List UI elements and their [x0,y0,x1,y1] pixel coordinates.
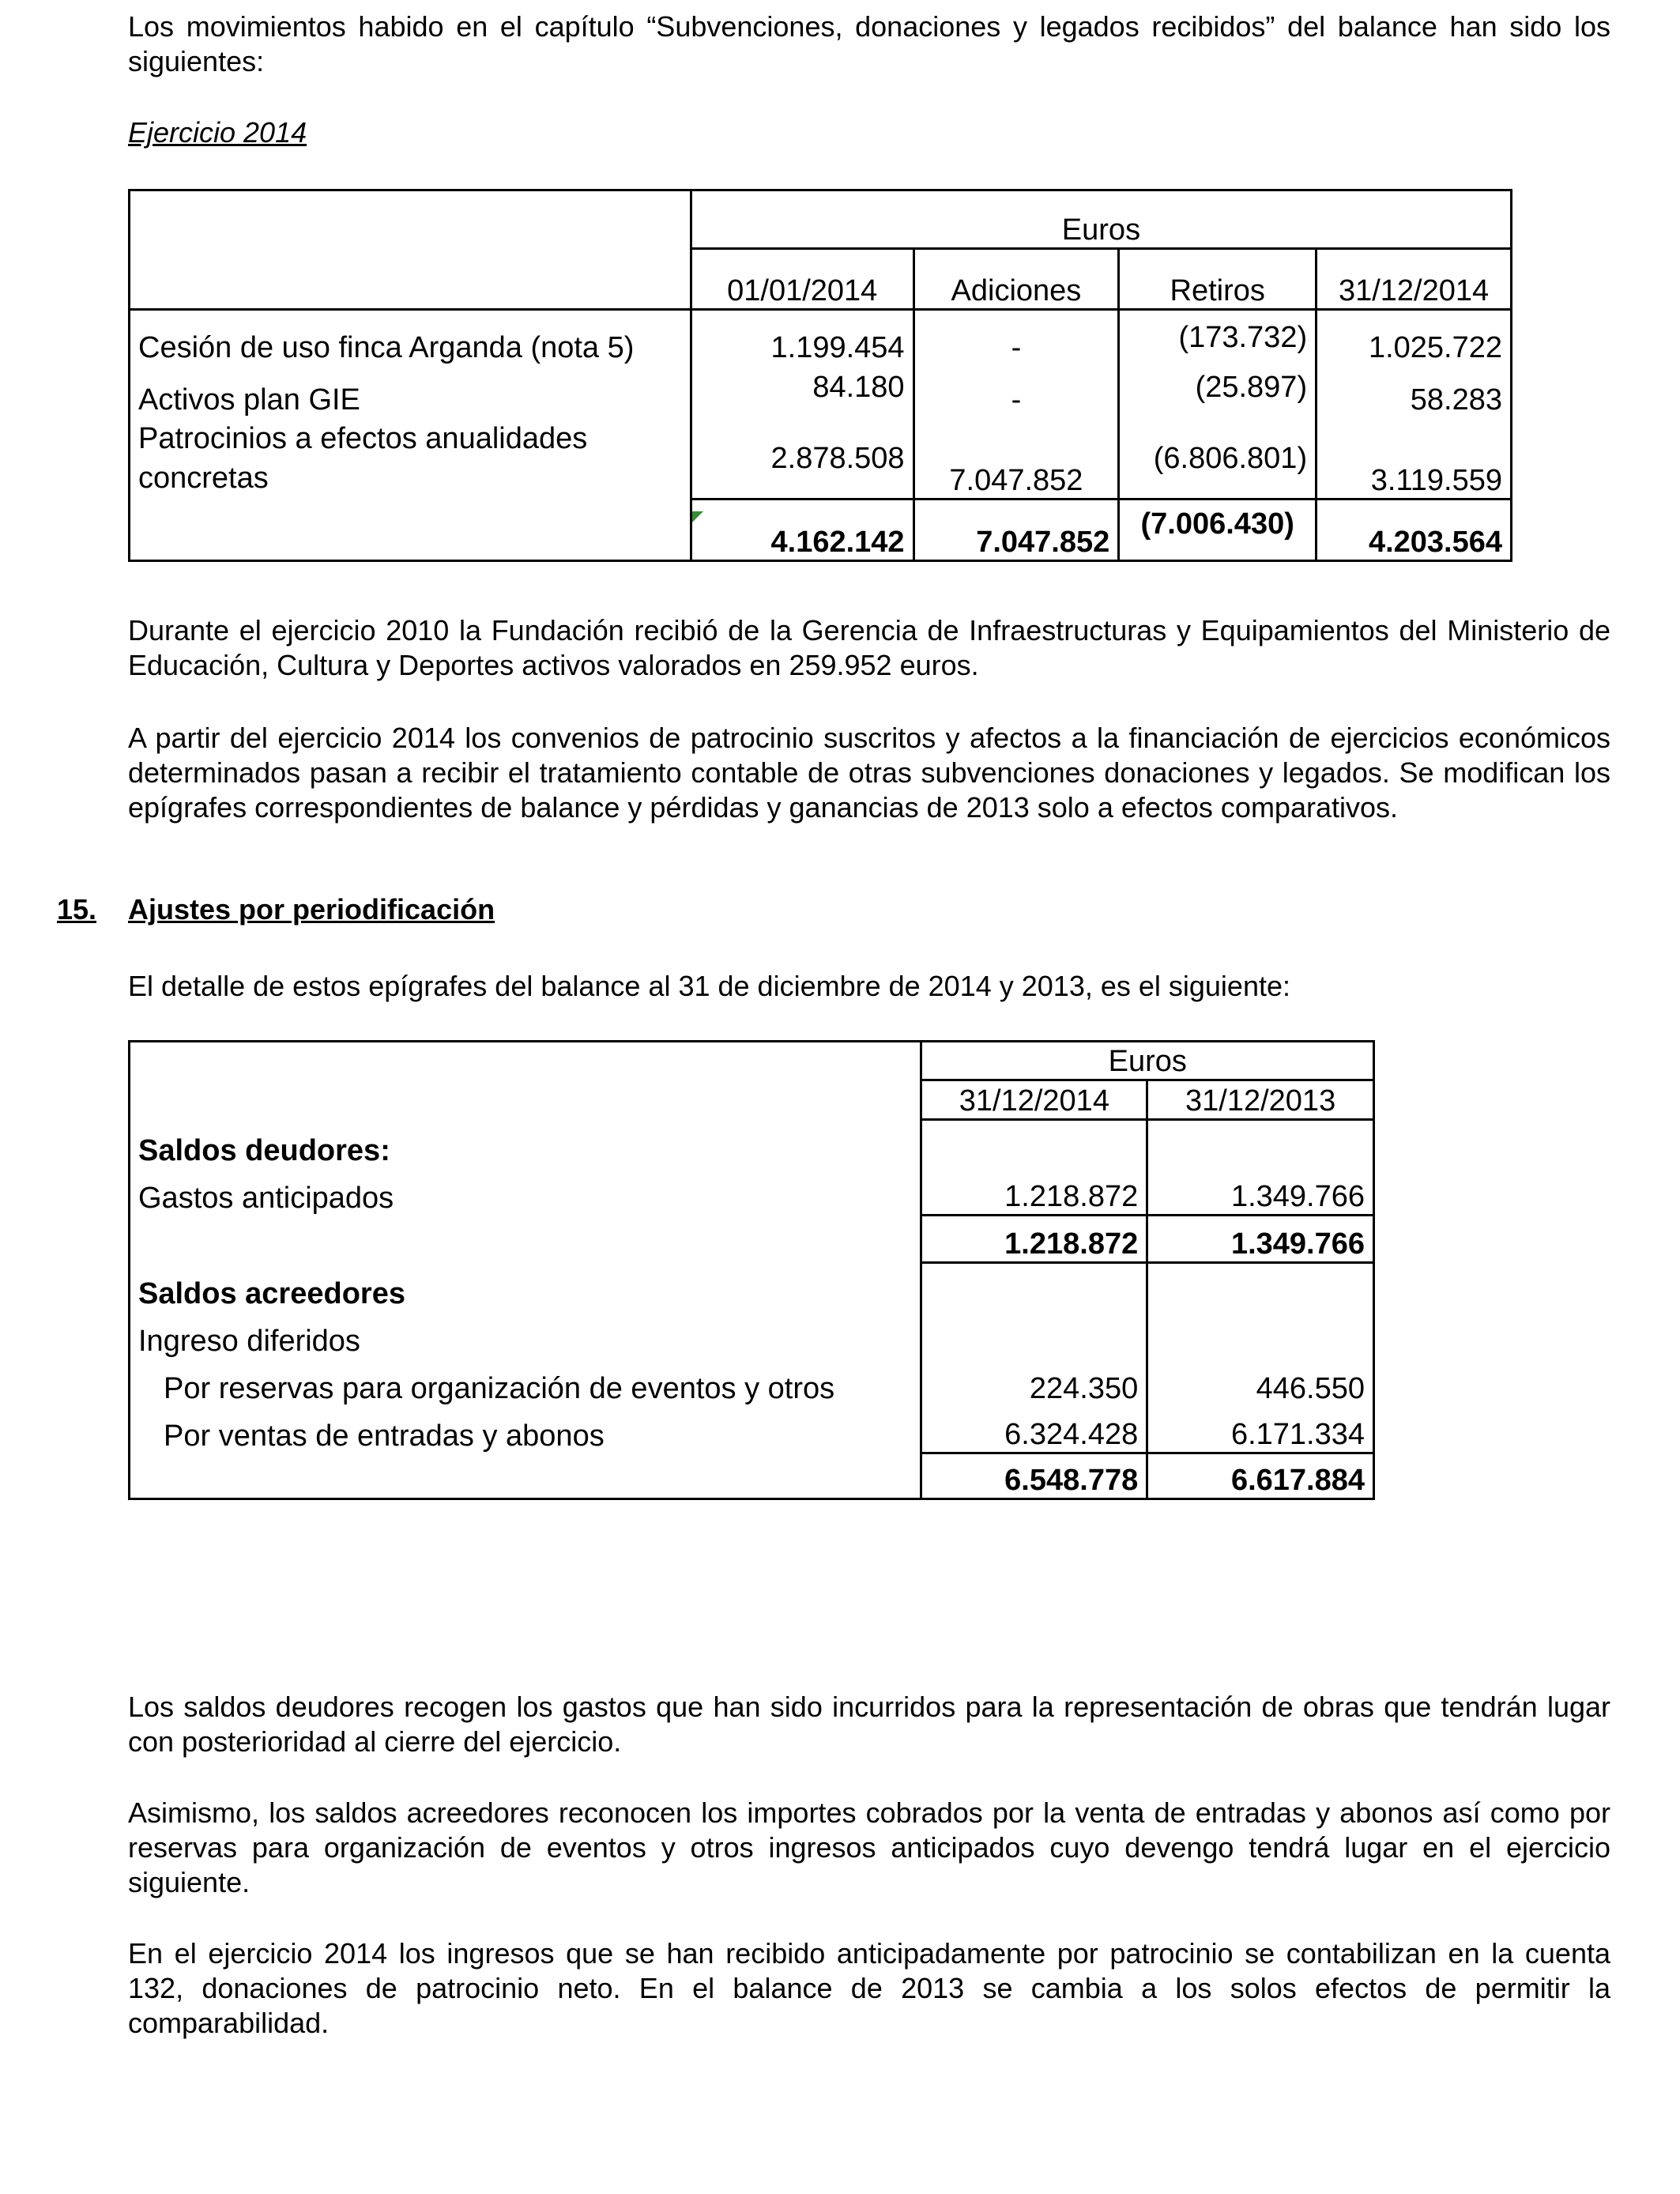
paragraph-deudores: Los saldos deudores recogen los gastos que han sido incurridos para la representación de obras que tendrán lugar con posterioridad al cierre del ejercicio. [128,1691,1610,1758]
total-value: 1.349.766 [1147,1216,1374,1263]
total-value: 4.162.142 [691,499,913,561]
cell-value: 1.025.722 [1317,310,1512,365]
cell-marker [692,511,703,522]
cell-value: (173.732) [1119,310,1317,365]
cell-value: 84.180 [691,365,913,417]
total-value: 1.218.872 [921,1216,1147,1263]
table-row [130,1359,1374,1406]
row-label: Cesión de uso finca Arganda (nota 5) [130,310,691,365]
cell-value: - [913,310,1119,365]
cell-value: 224.350 [921,1359,1147,1406]
row-label: Por ventas de entradas y abonos [130,1406,921,1453]
row-label: Gastos anticipados [130,1168,921,1216]
col-header: 31/12/2013 [1147,1080,1374,1120]
total-value: 7.047.852 [913,499,1119,561]
cell-value: 1.218.872 [921,1168,1147,1216]
table-row [130,1168,1374,1216]
cell-value: - [913,365,1119,417]
total-value: 6.548.778 [921,1453,1147,1499]
col-header: 01/01/2014 [691,249,913,310]
row-label: Por reservas para organización de eventos y otros [130,1359,921,1406]
table-row [130,310,1512,365]
col-header: Retiros [1119,249,1317,310]
saldos-deudores-title: Saldos deudores: [130,1120,921,1168]
row-label: Patrocinios a efectos anualidades concretas [130,417,691,499]
section-number: 15. [57,893,97,925]
cell-value: 1.199.454 [691,310,913,365]
col-header: 31/12/2014 [921,1080,1147,1120]
table-row [130,365,1512,417]
table-row [130,417,1512,499]
cell-value: 58.283 [1317,365,1512,417]
col-header: 31/12/2014 [1317,249,1512,310]
cell-value: 7.047.852 [913,417,1119,499]
total-row [130,1216,1374,1263]
total-value: 6.617.884 [1147,1453,1374,1499]
periodificacion-table [128,1040,1375,1500]
cell-value: 6.324.428 [921,1406,1147,1453]
euros-header: Euros [921,1042,1374,1080]
total-value: (7.006.430) [1119,499,1317,561]
cell-value: 1.349.766 [1147,1168,1374,1216]
subvenciones-table [128,189,1512,562]
paragraph-patrocinio: En el ejercicio 2014 los ingresos que se han recibido anticipadamente por patrocinio se contabilizan en la cuenta 132, donaciones de patrocinio neto. En el balance de 2013 se cambia a los solos efectos de permitir la comparabilidad. [128,1937,1610,2039]
cell-value: (25.897) [1119,365,1317,417]
cell-value: 446.550 [1147,1359,1374,1406]
total-row [130,499,1512,561]
cell-value: 2.878.508 [691,417,913,499]
section-heading [57,893,495,926]
row-label: Ingreso diferidos [130,1311,921,1359]
table-row [130,1406,1374,1453]
ejercicio-heading: Ejercicio 2014 [128,116,307,149]
intro-paragraph: Los movimientos habido en el capítulo “Subvenciones, donaciones y legados recibidos” del balance han sido los siguientes: [128,10,1610,77]
cell-value: (6.806.801) [1119,417,1317,499]
total-value: 4.203.564 [1317,499,1512,561]
euros-header: Euros [691,190,1511,249]
cell-value: 3.119.559 [1317,417,1512,499]
paragraph-acreedores: Asimismo, los saldos acreedores reconocen los importes cobrados por la venta de entradas y abonos así como por reservas para organización de eventos y otros ingresos anticipados cuyo devengo tendrá lugar en el ejercicio siguiente. [128,1796,1610,1898]
row-label: Activos plan GIE [130,365,691,417]
saldos-acreedores-title: Saldos acreedores [130,1263,921,1311]
section-title: Ajustes por periodificación [128,893,495,925]
cell-value: 6.171.334 [1147,1406,1374,1453]
col-header: Adiciones [913,249,1119,310]
paragraph-detalle: El detalle de estos epígrafes del balance al 31 de diciembre de 2014 y 2013, es el siguiente: [128,970,1290,1002]
total-row [130,1453,1374,1499]
paragraph-2010: Durante el ejercicio 2010 la Fundación recibió de la Gerencia de Infraestructuras y Equipamientos del Ministerio de Educación, Cultura y Deportes activos valorados en 259.952 euros. [128,614,1610,681]
paragraph-convenios: A partir del ejercicio 2014 los convenios de patrocinio suscritos y afectos a la financiación de ejercicios económicos determinados pasan a recibir el tratamiento contable de otras subvenciones donaciones y legados. Se modifican los epígrafes correspondientes de balance y pérdidas y ganancias de 2013 solo a efectos comparativos. [128,722,1610,824]
